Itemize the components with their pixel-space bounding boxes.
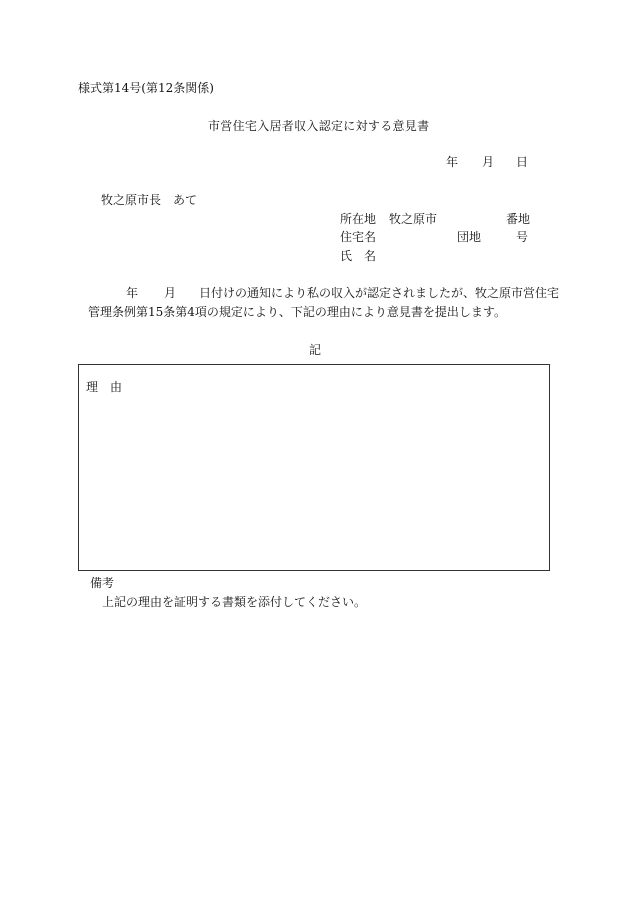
name-label: 氏 名 xyxy=(340,249,377,263)
addressee: 牧之原市長 あて xyxy=(101,193,198,207)
ki-heading: 記 xyxy=(309,343,322,357)
remarks-heading: 備考 xyxy=(90,576,115,590)
body-line2: 管理条例第15条第4項の規定により、下記の理由により意見書を提出します。 xyxy=(88,305,506,319)
unit-number-label: 号 xyxy=(516,230,529,244)
body-line1: 日付けの通知により私の収入が認定されましたが、牧之原市営住宅 xyxy=(199,286,560,300)
date-month-label: 月 xyxy=(482,155,495,169)
lot-label: 番地 xyxy=(506,212,531,226)
city-name: 牧之原市 xyxy=(389,212,438,226)
remarks-note: 上記の理由を証明する書類を添付してください。 xyxy=(102,595,367,609)
body-year-label: 年 xyxy=(126,286,139,300)
location-label: 所在地 xyxy=(340,212,377,226)
reason-label: 理 由 xyxy=(86,380,123,394)
document-title: 市営住宅入居者収入認定に対する意見書 xyxy=(208,119,430,133)
complex-label: 団地 xyxy=(457,230,482,244)
housing-name-label: 住宅名 xyxy=(340,230,377,244)
date-year-label: 年 xyxy=(446,155,459,169)
reason-box xyxy=(78,364,550,571)
body-month-label: 月 xyxy=(164,286,177,300)
date-day-label: 日 xyxy=(516,155,529,169)
form-number: 様式第14号(第12条関係) xyxy=(78,81,214,95)
